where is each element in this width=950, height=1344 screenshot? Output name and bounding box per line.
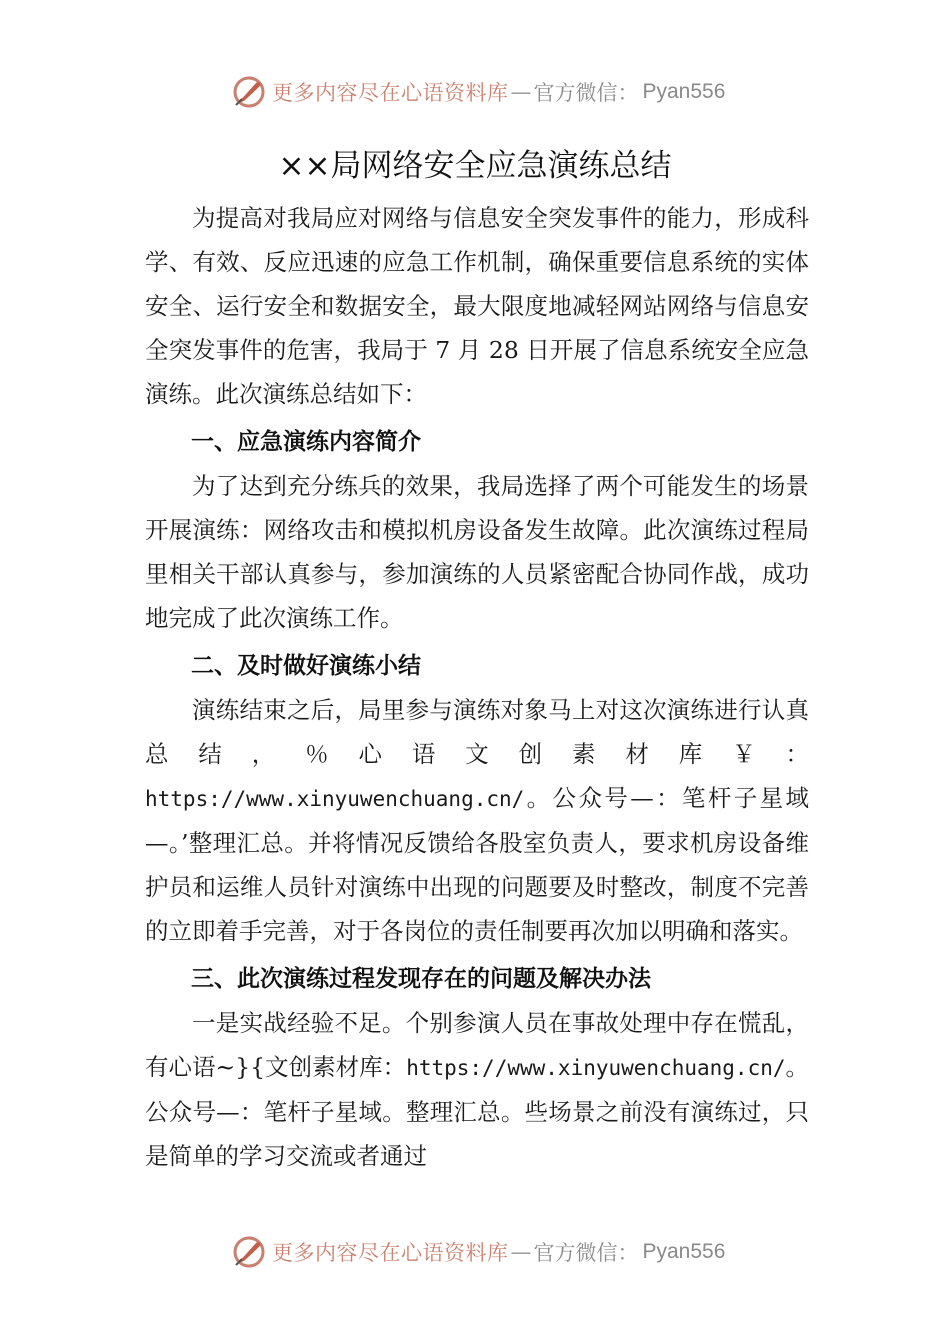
section2-text-a: 演练结束之后，局里参与演练对象马上对这次演练进行认真总结，％心语文创素材库￥： — [145, 696, 809, 768]
section2-paragraph — [145, 688, 809, 953]
section2-text-b: 。公众号—：笔杆子星域—。’整理汇总。并将情况反馈给各股室负责人，要求机房设备维护员和运维人员针对演练中出现的问题要及时整改，制度不完善的立即着手完善，对于各岗位的责任制要再次加以明确和落实。 — [145, 784, 809, 945]
watermark-label: 官方微信： — [533, 81, 639, 105]
watermark-main-text: 更多内容尽在心语资料库 — [272, 81, 509, 105]
quill-logo-icon — [232, 1235, 266, 1269]
header-watermark — [232, 72, 725, 112]
section3-paragraph — [145, 1001, 809, 1178]
section2-url: https://www.xinyuwenchuang.cn/ — [145, 787, 525, 811]
watermark-id: Pyan556 — [642, 80, 726, 103]
section3-heading: 三、此次演练过程发现存在的问题及解决办法 — [191, 966, 651, 992]
watermark-dash: — — [510, 1240, 532, 1264]
watermark-dash: — — [510, 80, 532, 104]
footer-watermark — [232, 1232, 725, 1272]
section2-heading: 二、及时做好演练小结 — [191, 653, 421, 679]
watermark-id: Pyan556 — [642, 1240, 726, 1263]
section3-text-b: 。公众号—：笔杆子星域。整理汇总。些场景之前没有演练过，只是简单的学习交流或者通过 — [145, 1053, 810, 1170]
document-title: ××局网络安全应急演练总结 — [278, 148, 672, 184]
document-body — [145, 196, 809, 1178]
watermark-main-text: 更多内容尽在心语资料库 — [272, 1241, 509, 1265]
watermark-label: 官方微信： — [533, 1241, 639, 1265]
quill-logo-icon — [232, 75, 266, 109]
section1-paragraph: 为了达到充分练兵的效果，我局选择了两个可能发生的场景开展演练：网络攻击和模拟机房设备发生故障。此次演练过程局里相关干部认真参与，参加演练的人员紧密配合协同作战，成功地完成了此次演练工作。 — [145, 472, 809, 632]
intro-paragraph: 为提高对我局应对网络与信息安全突发事件的能力，形成科学、有效、反应迅速的应急工作机制，确保重要信息系统的实体安全、运行安全和数据安全，最大限度地减轻网站网络与信息安全突发事件的危害，我局于 7 月 28 日开展了信息系统安全应急演练。此次演练总结如下： — [145, 204, 809, 408]
section3-text-a: 一是实战经验不足。个别参演人员在事故处理中存在慌乱，有心语~}{文创素材库： — [145, 1009, 809, 1081]
section3-url: https://www.xinyuwenchuang.cn/ — [406, 1056, 786, 1080]
section1-heading: 一、应急演练内容简介 — [191, 429, 421, 455]
